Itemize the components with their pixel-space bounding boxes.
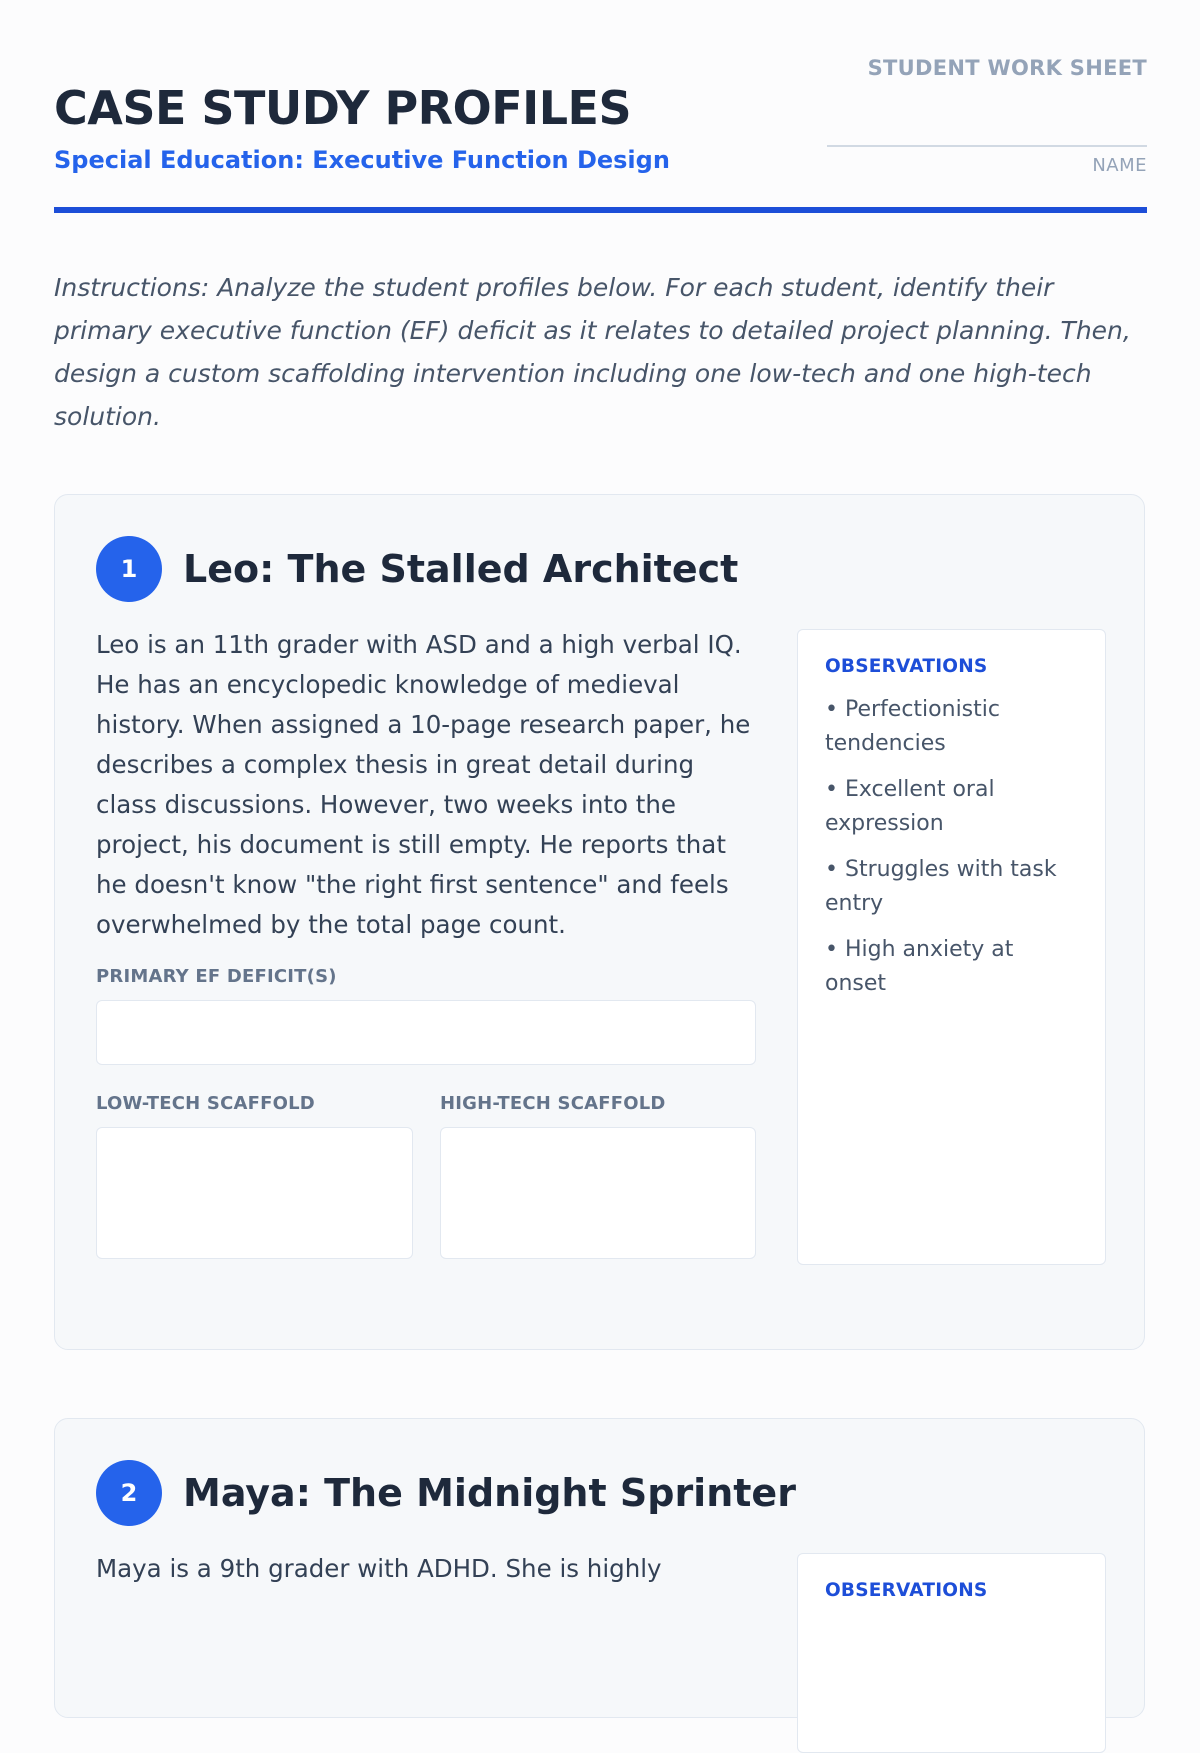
observations-list (825, 693, 1078, 1001)
page-title: CASE STUDY PROFILES (54, 81, 632, 135)
observation-item: • Perfectionistic tendencies (825, 693, 1078, 761)
case-header (96, 1460, 796, 1526)
name-label: NAME (1092, 155, 1147, 176)
high-tech-label: HIGH-TECH SCAFFOLD (440, 1093, 666, 1114)
header-divider (54, 207, 1147, 213)
low-tech-label: LOW-TECH SCAFFOLD (96, 1093, 315, 1114)
case-title: Leo: The Stalled Architect (183, 547, 739, 591)
observations-panel (797, 629, 1106, 1265)
low-tech-input[interactable] (96, 1127, 413, 1259)
worksheet-header (54, 0, 1147, 214)
instructions-text: Instructions: Analyze the student profiles below. For each student, identify their primary executive function (EF) deficit as it relates to detailed project planning. Then, design a custom scaffolding intervention including one low-tech and one high-tech solution. (54, 273, 1131, 431)
name-field-line[interactable] (827, 145, 1147, 147)
sheet-label: STUDENT WORK SHEET (867, 56, 1147, 80)
observation-item: • Excellent oral expression (825, 773, 1078, 841)
deficit-label: PRIMARY EF DEFICIT(S) (96, 966, 337, 987)
page-subtitle: Special Education: Executive Function Design (54, 146, 670, 174)
high-tech-input[interactable] (440, 1127, 756, 1259)
worksheet-page (54, 0, 1147, 1601)
observation-item: • High anxiety at onset (825, 933, 1078, 1001)
observation-item: • Struggles with task entry (825, 853, 1078, 921)
observations-title: OBSERVATIONS (825, 656, 988, 677)
deficit-input[interactable] (96, 1000, 756, 1065)
case-description: Maya is a 9th grader with ADHD. She is highly (96, 1554, 662, 1583)
observations-panel (797, 1553, 1106, 1753)
observations-title: OBSERVATIONS (825, 1580, 988, 1601)
case-header (96, 536, 738, 602)
case-title: Maya: The Midnight Sprinter (183, 1471, 796, 1515)
case-card-leo (54, 494, 1145, 1350)
case-card-maya (54, 1418, 1145, 1718)
case-number-badge: 2 (96, 1460, 162, 1526)
case-description: Leo is an 11th grader with ASD and a high verbal IQ. He has an encyclopedic knowledge of medieval history. When assigned a 10-page research paper, he describes a complex thesis in great detail during class discussions. However, two weeks into the project, his document is still empty. He reports that he doesn't know "the right first sentence" and feels overwhelmed by the total page count. (96, 630, 751, 939)
case-number-badge: 1 (96, 536, 162, 602)
